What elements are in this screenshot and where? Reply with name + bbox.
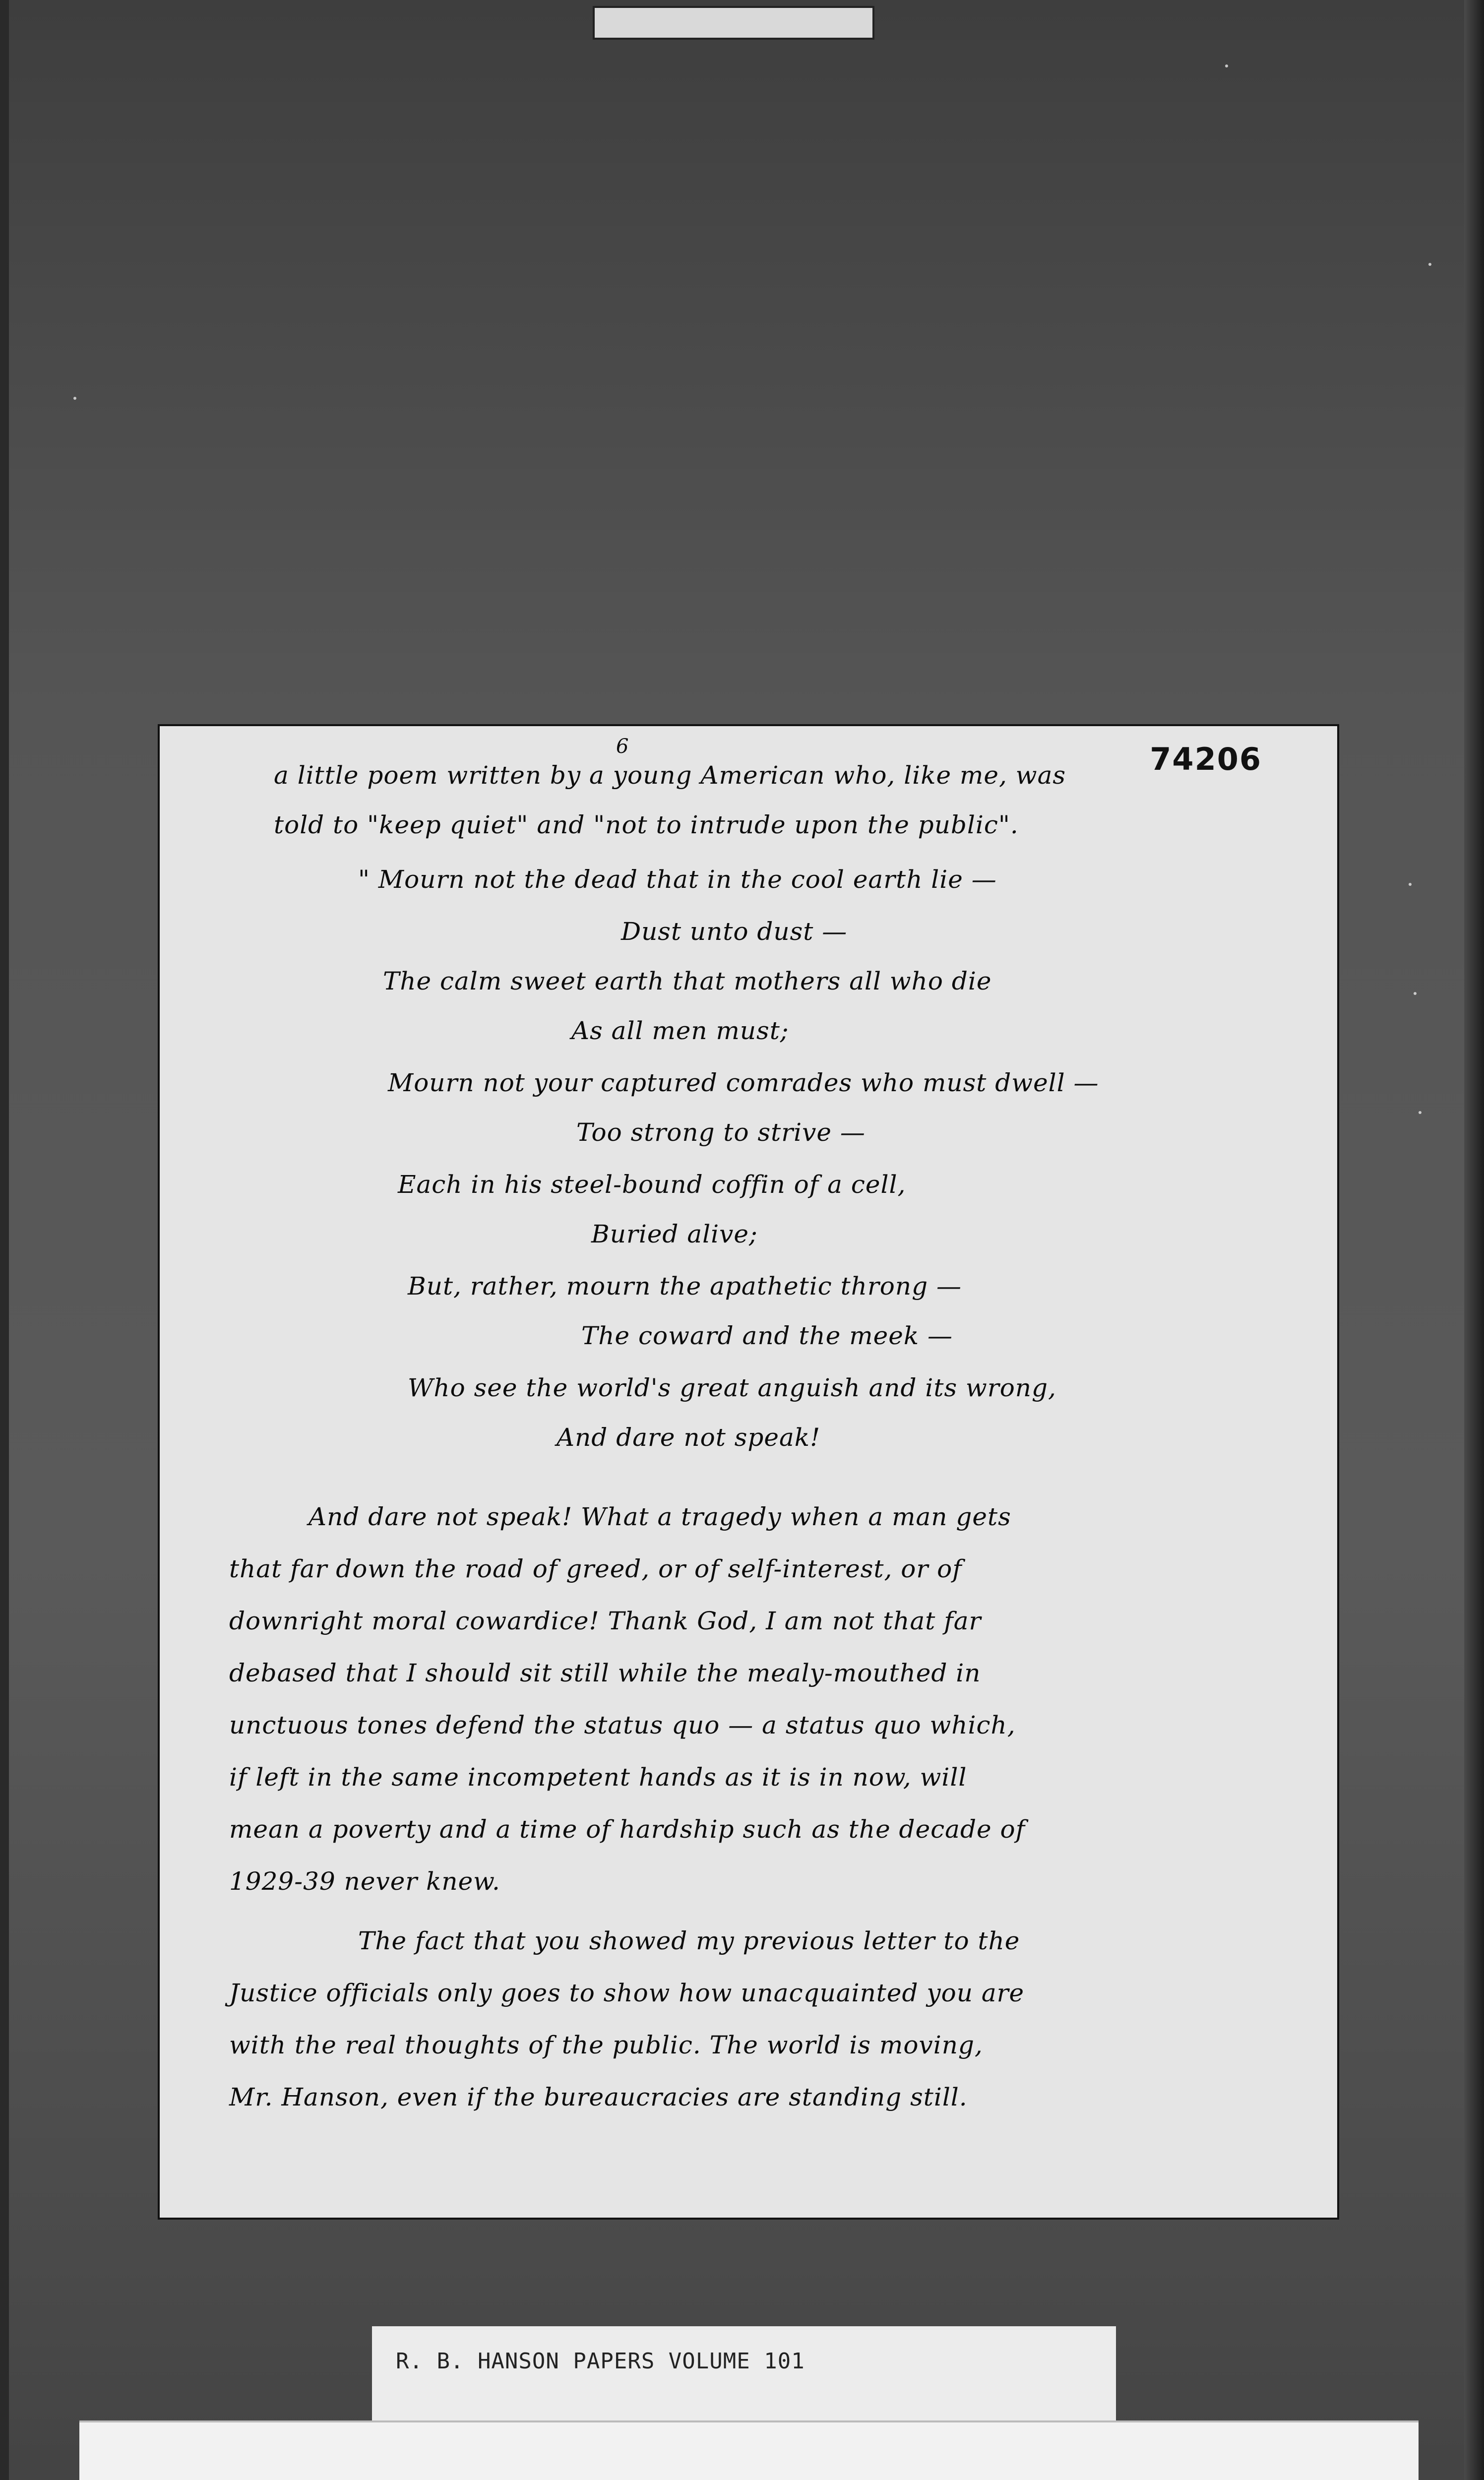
letter-page: [158, 724, 1339, 2220]
film-edge-right: [1464, 0, 1484, 2480]
poem-line: " Mourn not the dead that in the cool earth lie —: [358, 865, 997, 894]
poem-line: But, rather, mourn the apathetic throng —: [408, 1272, 962, 1301]
letter-line: mean a poverty and a time of hardship such as the decade of: [229, 1815, 1026, 1844]
letter-line: Mr. Hanson, even if the bureaucracies are standing still.: [229, 2083, 968, 2111]
poem-line: Mourn not your captured comrades who must dwell —: [388, 1068, 1099, 1097]
letter-line: if left in the same incompetent hands as it is in now, will: [229, 1763, 967, 1792]
film-speck: [1225, 64, 1228, 67]
collection-label: [372, 2326, 1116, 2425]
poem-line: And dare not speak!: [556, 1423, 821, 1452]
letter-line: with the real thoughts of the public. The world is moving,: [229, 2031, 983, 2059]
archives-stamp: [79, 2420, 1419, 2480]
film-speck: [1414, 992, 1417, 995]
letter-line: a little poem written by a young American who, like me, was: [274, 761, 1066, 790]
film-speck: [1409, 883, 1412, 886]
letter-line: Justice officials only goes to show how unacquainted you are: [229, 1979, 1025, 2007]
poem-line: Who see the world's great anguish and its wrong,: [408, 1373, 1056, 1402]
letter-line: that far down the road of greed, or of self-interest, or of: [229, 1554, 962, 1583]
letter-line: The fact that you showed my previous letter to the: [358, 1926, 1020, 1955]
letter-line: unctuous tones defend the status quo — a status quo which,: [229, 1711, 1016, 1739]
insertion-mark: 6: [616, 735, 629, 758]
letter-line: And dare not speak! What a tragedy when a man gets: [309, 1502, 1011, 1531]
mounting-tab: [593, 6, 874, 40]
letter-line: 1929-39 never knew.: [229, 1867, 500, 1896]
letter-line: told to "keep quiet" and "not to intrude upon the public".: [274, 810, 1019, 839]
poem-line: Too strong to strive —: [576, 1118, 866, 1147]
letter-line: downright moral cowardice! Thank God, I am not that far: [229, 1607, 982, 1635]
collection-label-text: R. B. HANSON PAPERS VOLUME 101: [396, 2349, 805, 2374]
poem-line: Dust unto dust —: [621, 917, 848, 946]
poem-line: Each in his steel-bound coffin of a cell,: [398, 1170, 906, 1199]
folio-number: 74206: [1150, 741, 1262, 777]
poem-line: The coward and the meek —: [581, 1321, 953, 1350]
letter-line: debased that I should sit still while the mealy-mouthed in: [229, 1659, 981, 1687]
film-speck: [1419, 1111, 1422, 1114]
poem-line: The calm sweet earth that mothers all who die: [383, 967, 992, 995]
poem-line: Buried alive;: [591, 1220, 758, 1248]
film-speck: [73, 397, 76, 400]
film-speck: [1428, 263, 1431, 266]
film-edge-left: [0, 0, 9, 2480]
poem-line: As all men must;: [571, 1016, 789, 1045]
